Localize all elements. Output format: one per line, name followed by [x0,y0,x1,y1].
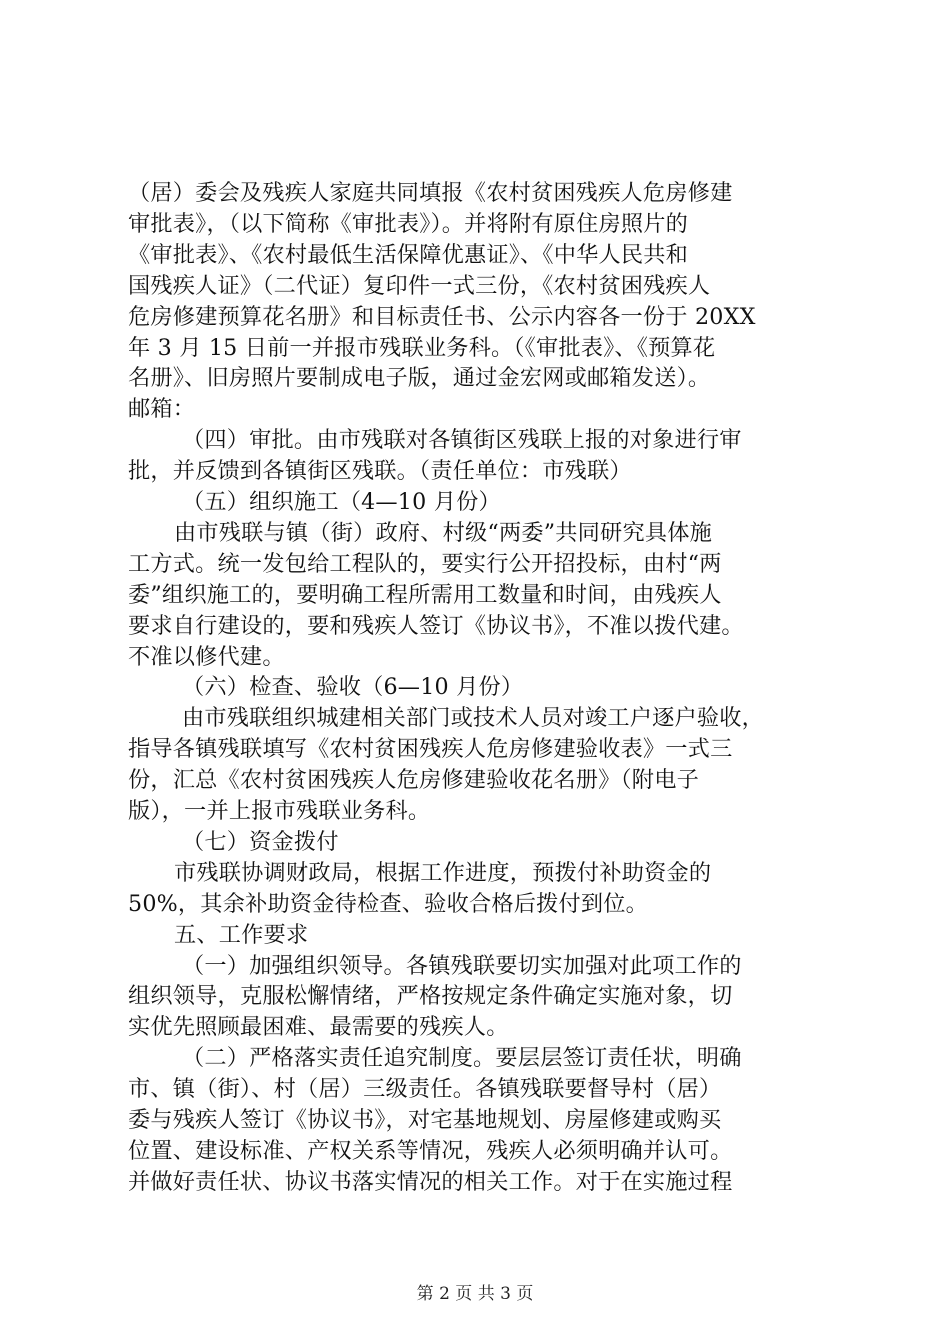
text-line: （一）加强组织领导。各镇残联要切实加强对此项工作的 [182,952,742,979]
text-line: 版），一并上报市残联业务科。 [128,798,431,824]
text-line: 位置、建设标准、产权关系等情况，残疾人必须明确并认可。 [128,1137,733,1164]
text-line: 名册》、旧房照片要制成电子版，通过金宏网或邮箱发送）。 [128,365,711,392]
text-line: 指导各镇残联填写《农村贫困残疾人危房修建验收表》一式三 [128,736,733,763]
text-line: 年 3 月 15 日前一并报市残联业务科。（《审批表》、《预算花 [128,334,716,361]
text-line: 批，并反馈到各镇街区残联。（责任单位：市残联） [128,458,632,485]
text-line: 组织领导，克服松懈情绪，严格按规定条件确定实施对象，切 [128,983,733,1010]
text-line: 由市残联组织城建相关部门或技术人员对竣工户逐户验收， [182,705,765,732]
text-line: 危房修建预算花名册》和目标责任书、公示内容各一份于 20XX [128,303,756,330]
text-line: 份，汇总《农村贫困残疾人危房修建验收花名册》（附电子 [128,767,699,794]
text-line: 国残疾人证》（二代证）复印件一式三份，《农村贫困残疾人 [128,272,711,299]
text-line: 五、工作要求 [174,921,309,948]
text-line: 委与残疾人签订《协议书》，对宅基地规划、房屋修建或购买 [128,1107,722,1133]
text-line: 委”组织施工的，要明确工程所需用工数量和时间，由残疾人 [128,581,722,608]
text-line: 不准以修代建。 [128,643,285,670]
text-line: 《审批表》、《农村最低生活保障优惠证》、《中华人民共和 [128,241,689,268]
text-line: （居）委会及残疾人家庭共同填报《农村贫困残疾人危房修建 [128,180,733,206]
text-line: （四）审批。由市残联对各镇街区残联上报的对象进行审 [182,427,742,454]
text-line: （五）组织施工（4—10 月份） [182,489,501,515]
text-line: 邮箱： [128,396,196,423]
text-line: （七）资金拨付 [182,828,339,855]
text-line: 审批表》，（以下简称《审批表》）。并将附有原住房照片的 [128,210,689,237]
text-line: 由市残联与镇（街）政府、村级“两委”共同研究具体施 [174,519,712,546]
text-line: 50%，其余补助资金待检查、验收合格后拨付到位。 [128,890,649,917]
text-line: 并做好责任状、协议书落实情况的相关工作。对于在实施过程 [128,1168,733,1195]
text-line: 实优先照顾最困难、最需要的残疾人。 [128,1014,509,1041]
text-line: 工方式。统一发包给工程队的，要实行公开招投标，由村“两 [128,550,722,577]
text-line: 市残联协调财政局，根据工作进度，预拨付补助资金的 [174,859,712,886]
text-line: 市、镇（街）、村（居）三级责任。各镇残联要督导村（居） [128,1076,722,1103]
text-line: （六）检查、验收（6—10 月份） [182,674,524,701]
page-footer: 第 2 页 共 3 页 [416,1284,534,1304]
text-line: （二）严格落实责任追究制度。要层层签订责任状，明确 [182,1045,742,1072]
text-line: 要求自行建设的，要和残疾人签订《协议书》，不准以拨代建。 [128,612,744,639]
